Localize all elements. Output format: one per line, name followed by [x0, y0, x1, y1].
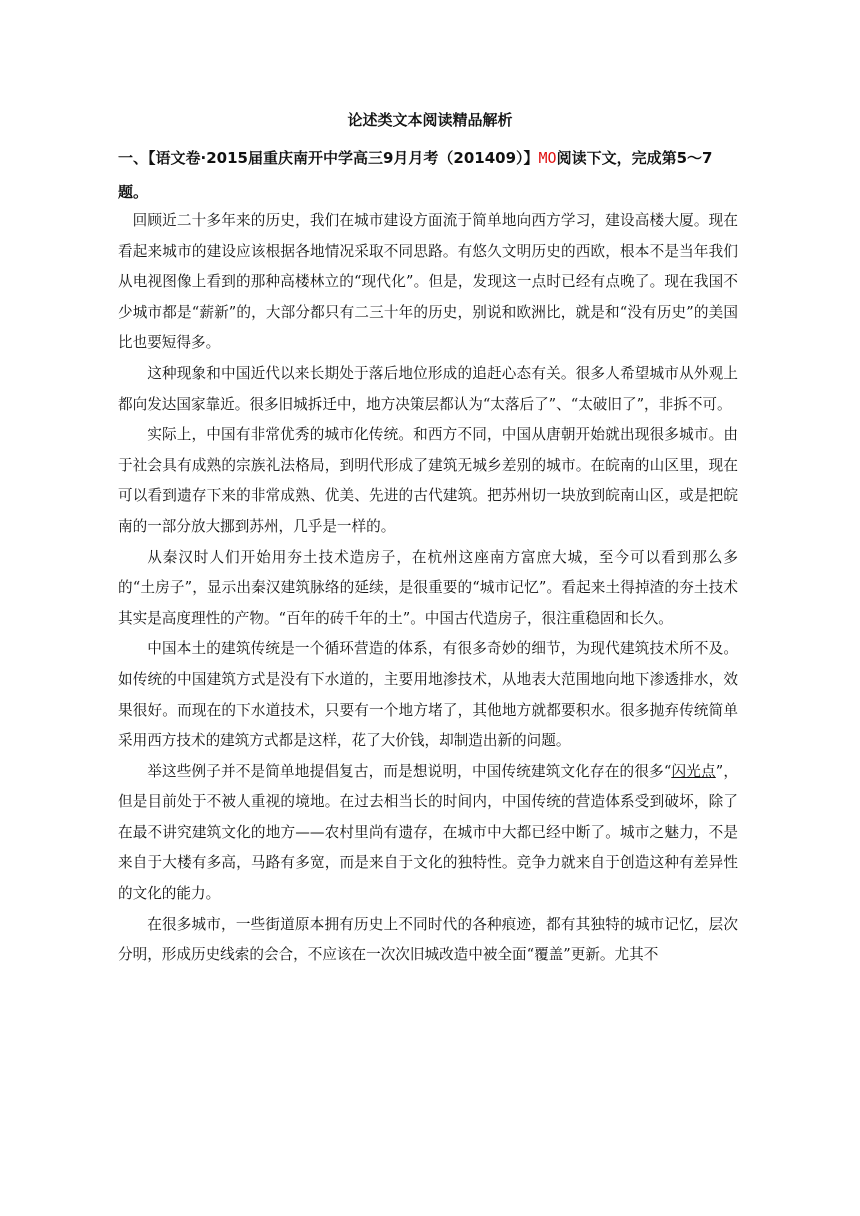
paragraph-6-start: 举这些例子并不是简单地提倡复古，而是想说明，中国传统建筑文化存在的很多“ [147, 762, 672, 780]
heading-instruction: 阅读下文，完成第5～7题。 [118, 149, 713, 201]
question-heading [118, 141, 738, 209]
underlined-term: 闪光点 [671, 762, 716, 780]
passage-paragraph-4: 从秦汉时人们开始用夯土技术造房子，在杭州这座南方富庶大城，至今可以看到那么多的“土房子”，显示出秦汉建筑脉络的延续，是很重要的“城市记忆”。看起来土得掉渣的夯土技术其实是高度理性的产物。“百年的砖千年的土”。中国古代造房子，很注重稳固和长久。 [118, 548, 738, 627]
heading-mark: MO [538, 149, 557, 167]
passage-paragraph-7: 在很多城市，一些街道原本拥有历史上不同时代的各种痕迹，都有其独特的城市记忆，层次分明，形成历史线索的会合，不应该在一次次旧城改造中被全面“覆盖”更新。尤其不 [118, 915, 738, 964]
passage-paragraph-6 [118, 757, 738, 910]
passage-paragraph-2: 这种现象和中国近代以来长期处于落后地位形成的追赶心态有关。很多人希望城市从外观上都向发达国家靠近。很多旧城拆迁中，地方决策层都认为“太落后了”、“太破旧了”，非拆不可。 [118, 364, 738, 413]
passage-paragraph-5: 中国本土的建筑传统是一个循环营造的体系，有很多奇妙的细节，为现代建筑技术所不及。如传统的中国建筑方式是没有下水道的，主要用地渗技术，从地表大范围地向地下渗透排水，效果很好。而现在的下水道技术，只要有一个地方堵了，其他地方就都要积水。很多抛弃传统简单采用西方技术的建筑方式都是这样，花了大价钱，却制造出新的问题。 [118, 640, 738, 750]
paragraph-6-end: ”，但是目前处于不被人重视的境地。在过去相当长的时间内，中国传统的营造体系受到破坏，除了在最不讲究建筑文化的地方——农村里尚有遗存，在城市中大都已经中断了。城市之魅力，不是来自于大楼有多高，马路有多宽，而是来自于文化的独特性。竞争力就来自于创造这种有差异性的文化的能力。 [118, 762, 738, 903]
passage-body [118, 206, 738, 971]
passage-paragraph-1: 回顾近二十多年来的历史，我们在城市建设方面流于简单地向西方学习，建设高楼大厦。现在看起来城市的建设应该根据各地情况采取不同思路。有悠久文明历史的西欧，根本不是当年我们从电视图像上看到的那种高楼林立的“现代化”。但是，发现这一点时已经有点晚了。现在我国不少城市都是“薪新”的，大部分都只有二三十年的历史，别说和欧洲比，就是和“没有历史”的美国比也要短得多。 [118, 212, 738, 352]
heading-source: 一、【语文卷·2015届重庆南开中学高三9月月考（201409）】 [118, 149, 539, 167]
document-title: 论述类文本阅读精品解析 [347, 111, 513, 129]
passage-paragraph-3: 实际上，中国有非常优秀的城市化传统。和西方不同，中国从唐朝开始就出现很多城市。由于社会具有成熟的宗族礼法格局，到明代形成了建筑无城乡差别的城市。在皖南的山区里，现在可以看到遗存下来的非常成熟、优美、先进的古代建筑。把苏州切一块放到皖南山区，或是把皖南的一部分放大挪到苏州，几乎是一样的。 [118, 426, 738, 535]
